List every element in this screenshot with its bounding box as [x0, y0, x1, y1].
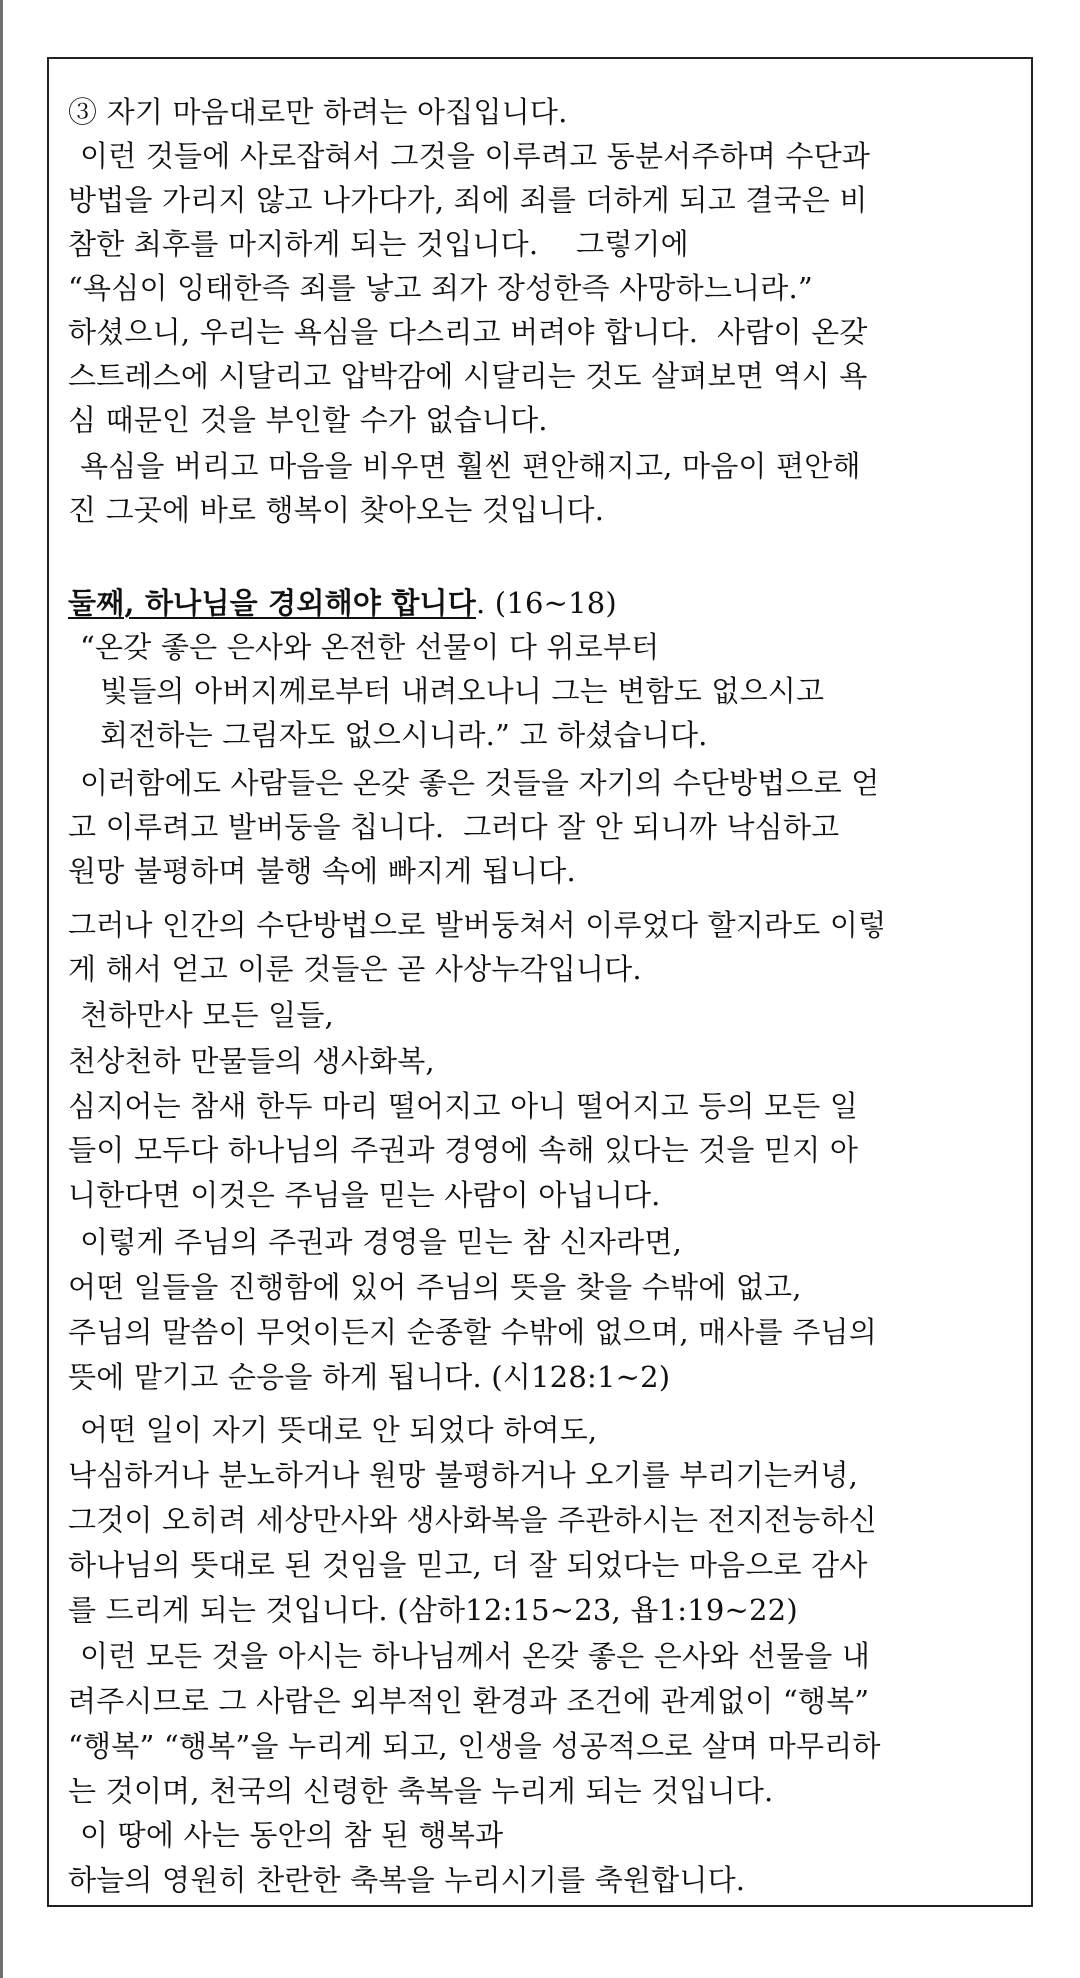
- text-line: 진 그곳에 바로 행복이 찾아오는 것입니다.: [68, 493, 605, 527]
- text-line: 하나님의 뜻대로 된 것임을 믿고, 더 잘 되었다는 마음으로 감사: [68, 1548, 868, 1582]
- section-heading-text: 둘째, 하나님을 경외해야 합니다: [68, 586, 476, 620]
- text-line: 원망 불평하며 불행 속에 빠지게 됩니다.: [68, 854, 576, 888]
- text-line: 려주시므로 그 사람은 외부적인 환경과 조건에 관계없이 “행복”: [68, 1684, 870, 1718]
- text-line: 심지어는 참새 한두 마리 떨어지고 아니 떨어지고 등의 모든 일: [68, 1089, 859, 1123]
- text-line: 이런 것들에 사로잡혀서 그것을 이루려고 동분서주하며 수단과: [80, 139, 871, 173]
- text-line: 그것이 오히려 세상만사와 생사화복을 주관하시는 전지전능하신: [68, 1503, 877, 1537]
- text-line: 주님의 말씀이 무엇이든지 순종할 수밖에 없으며, 매사를 주님의: [68, 1315, 877, 1349]
- text-line: 이렇게 주님의 주권과 경영을 믿는 참 신자라면,: [80, 1225, 682, 1259]
- text-line: 를 드리게 되는 것입니다. (삼하12:15~23, 욥1:19~22): [68, 1593, 798, 1627]
- text-line: “욕심이 잉태한즉 죄를 낳고 죄가 장성한즉 사망하느니라.”: [68, 271, 813, 305]
- text-line: 욕심을 버리고 마음을 비우면 훨씬 편안해지고, 마음이 편안해: [80, 449, 861, 483]
- text-line: 어떤 일이 자기 뜻대로 안 되었다 하여도,: [80, 1413, 598, 1447]
- text-line: 이러함에도 사람들은 온갖 좋은 것들을 자기의 수단방법으로 얻: [80, 766, 880, 800]
- text-line: 낙심하거나 분노하거나 원망 불평하거나 오기를 부리기는커녕,: [68, 1458, 859, 1492]
- text-line: “온갖 좋은 은사와 온전한 선물이 다 위로부터: [80, 630, 660, 664]
- text-line: 스트레스에 시달리고 압박감에 시달리는 것도 살펴보면 역시 욕: [68, 359, 868, 393]
- text-line: 방법을 가리지 않고 나가다가, 죄에 죄를 더하게 되고 결국은 비: [68, 183, 868, 217]
- section-heading-reference: . (16~18): [475, 586, 617, 620]
- text-line: 천하만사 모든 일들,: [80, 998, 334, 1032]
- text-line: 게 해서 얻고 이룬 것들은 곧 사상누각입니다.: [68, 952, 642, 986]
- text-line: 고 이루려고 발버둥을 칩니다. 그러다 잘 안 되니까 낙심하고: [68, 810, 840, 844]
- text-line: 이 땅에 사는 동안의 참 된 행복과: [80, 1818, 504, 1852]
- text-line: 뜻에 맡기고 순응을 하게 됩니다. (시128:1~2): [68, 1360, 671, 1394]
- text-line: “행복” “행복”을 누리게 되고, 인생을 성공적으로 살며 마무리하: [68, 1729, 881, 1763]
- text-line: ③ 자기 마음대로만 하려는 아집입니다.: [68, 95, 568, 129]
- text-line: 니한다면 이것은 주님을 믿는 사람이 아닙니다.: [68, 1178, 661, 1212]
- text-line: 참한 최후를 마지하게 되는 것입니다. 그렇기에: [68, 227, 689, 261]
- text-line: 심 때문인 것을 부인할 수가 없습니다.: [68, 403, 548, 437]
- text-line: 천상천하 만물들의 생사화복,: [68, 1044, 435, 1078]
- text-line: 회전하는 그림자도 없으시니라.” 고 하셨습니다.: [100, 718, 708, 752]
- text-line: 들이 모두다 하나님의 주권과 경영에 속해 있다는 것을 믿지 아: [68, 1133, 859, 1167]
- text-line: 하늘의 영원히 찬란한 축복을 누리시기를 축원합니다.: [68, 1863, 746, 1897]
- text-line: 빛들의 아버지께로부터 내려오나니 그는 변함도 없으시고: [100, 674, 825, 708]
- text-line: 이런 모든 것을 아시는 하나님께서 온갖 좋은 은사와 선물을 내: [80, 1639, 871, 1673]
- text-line: 는 것이며, 천국의 신령한 축복을 누리게 되는 것입니다.: [68, 1774, 774, 1808]
- section-heading: [68, 583, 617, 623]
- text-line: 어떤 일들을 진행함에 있어 주님의 뜻을 찾을 수밖에 없고,: [68, 1270, 802, 1304]
- text-line: 그러나 인간의 수단방법으로 발버둥쳐서 이루었다 할지라도 이렇: [68, 908, 887, 942]
- text-line: 하셨으니, 우리는 욕심을 다스리고 버려야 합니다. 사람이 온갖: [68, 315, 868, 349]
